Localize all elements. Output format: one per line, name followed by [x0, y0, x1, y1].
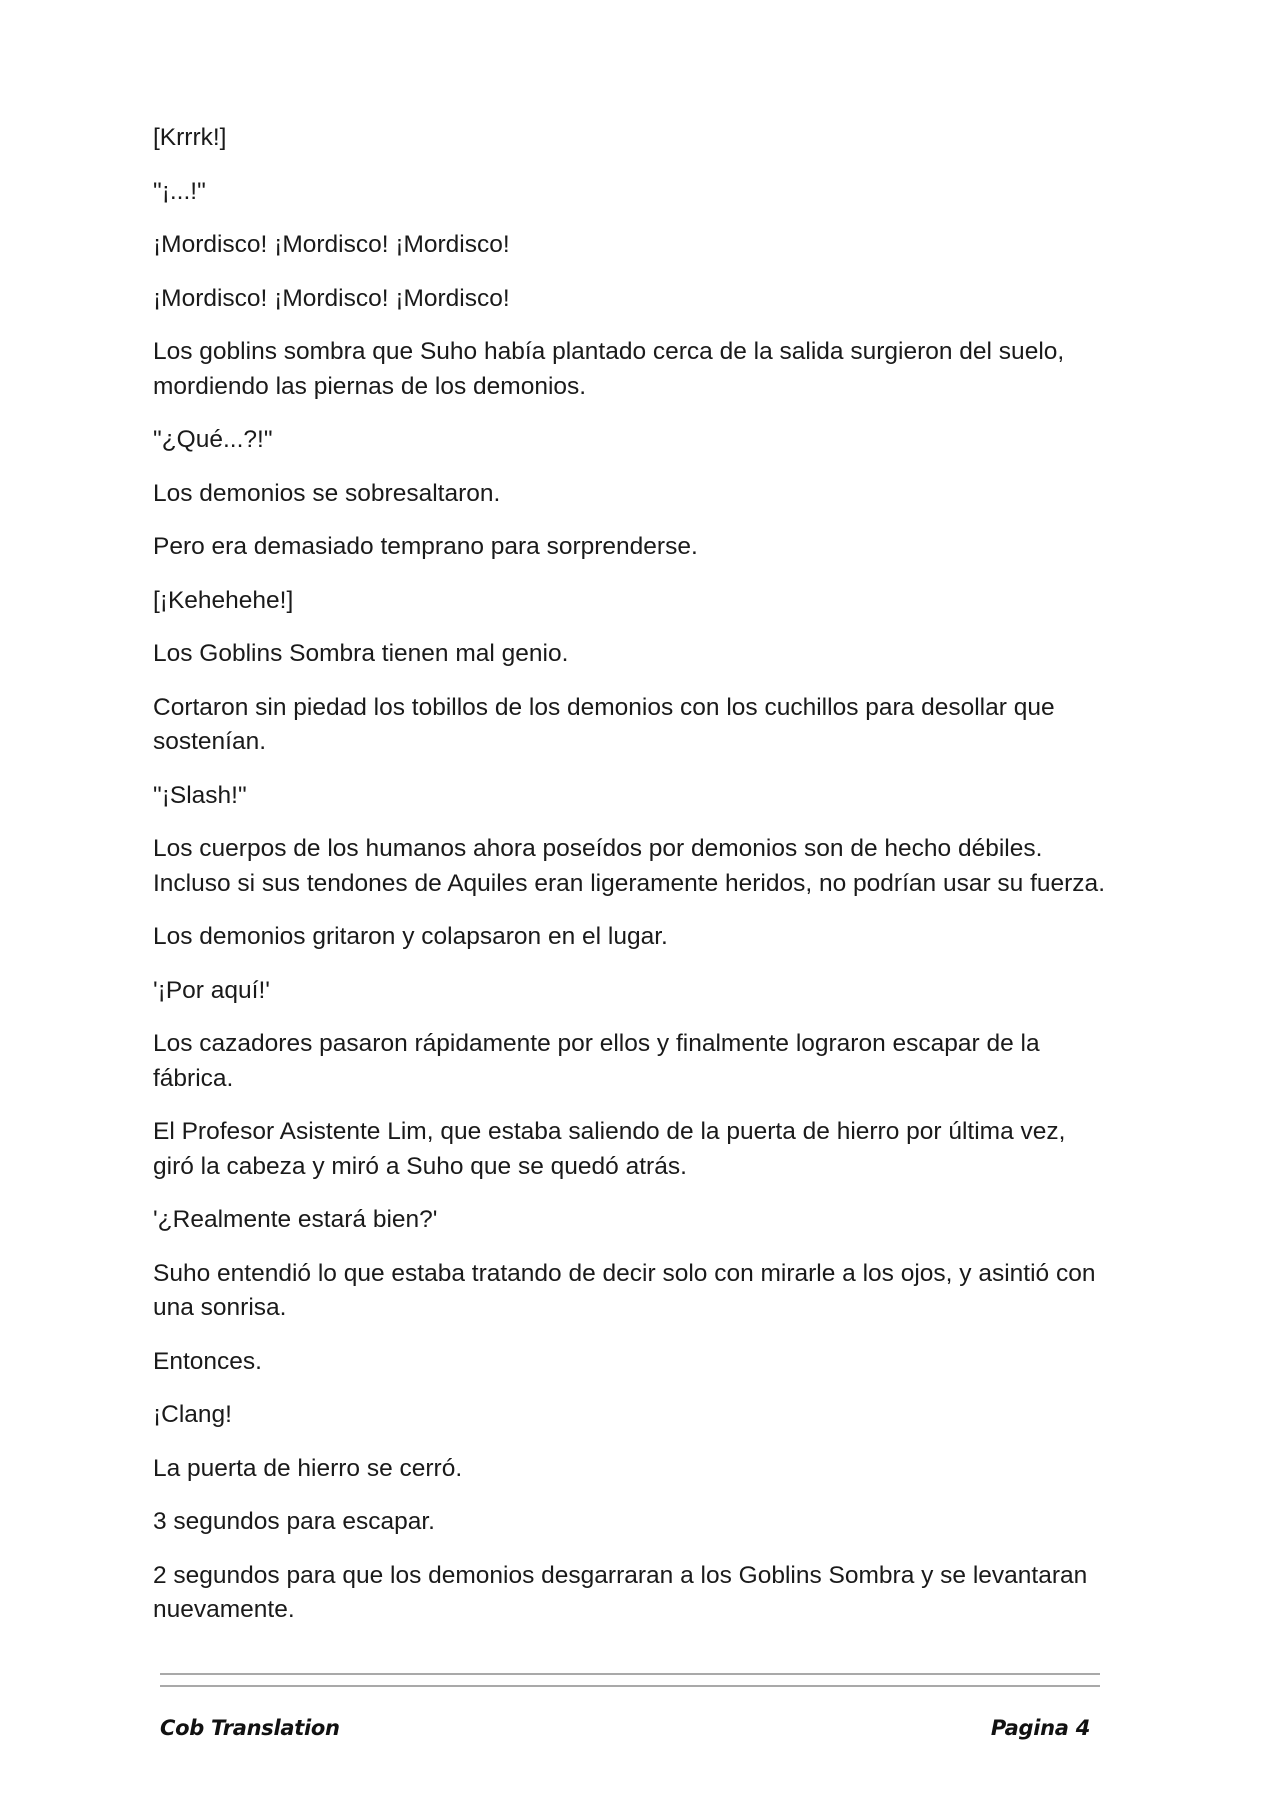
- paragraph: '¡Por aquí!': [153, 976, 270, 1004]
- paragraph: "¡Slash!": [153, 781, 247, 809]
- paragraph: ¡Mordisco! ¡Mordisco! ¡Mordisco!: [153, 231, 510, 258]
- paragraph: "¡...!": [153, 177, 206, 205]
- paragraph: ¡Mordisco! ¡Mordisco! ¡Mordisco!: [153, 284, 510, 312]
- paragraph: La puerta de hierro se cerró.: [153, 1454, 463, 1482]
- footer-divider-top: [160, 1673, 1100, 1675]
- paragraph: Los goblins sombra que Suho había plantado cerca de la salida surgieron del suelo, mordiendo las piernas de los demonios.: [153, 338, 1072, 400]
- paragraph: Pero era demasiado temprano para sorprenderse.: [153, 533, 698, 560]
- paragraph: "¿Qué...?!": [153, 426, 273, 453]
- paragraph: ¡Clang!: [153, 1401, 232, 1428]
- paragraph: Los cazadores pasaron rápidamente por ellos y finalmente lograron escapar de la fábrica.: [153, 1030, 1047, 1092]
- paragraph: El Profesor Asistente Lim, que estaba saliendo de la puerta de hierro por última vez, giró la cabeza y miró a Suho que se quedó atrás.: [153, 1118, 1073, 1180]
- paragraph: [Krrrk!]: [153, 124, 227, 151]
- page-number: Pagina 4: [990, 1716, 1090, 1740]
- paragraph: '¿Realmente estará bien?': [153, 1206, 438, 1233]
- paragraph: Los Goblins Sombra tienen mal genio.: [153, 640, 569, 667]
- body-text: [153, 121, 1113, 1647]
- paragraph: 2 segundos para que los demonios desgarraran a los Goblins Sombra y se levantaran nuevamente.: [153, 1561, 1095, 1623]
- paragraph: Cortaron sin piedad los tobillos de los demonios con los cuchillos para desollar que sostenían.: [153, 693, 1062, 755]
- footer-credit: Cob Translation: [160, 1716, 340, 1740]
- paragraph: 3 segundos para escapar.: [153, 1508, 435, 1535]
- footer-divider-bottom: [160, 1685, 1100, 1687]
- paragraph: [¡Kehehehe!]: [153, 586, 294, 614]
- paragraph: Suho entendió lo que estaba tratando de decir solo con mirarle a los ojos, y asintió con una sonrisa.: [153, 1259, 1103, 1321]
- paragraph: Entonces.: [153, 1347, 262, 1375]
- paragraph: Los cuerpos de los humanos ahora poseídos por demonios son de hecho débiles. Incluso si sus tendones de Aquiles eran ligeramente heridos, no podrían usar su fuerza.: [153, 835, 1105, 897]
- paragraph: Los demonios se sobresaltaron.: [153, 479, 501, 507]
- paragraph: Los demonios gritaron y colapsaron en el lugar.: [153, 923, 668, 950]
